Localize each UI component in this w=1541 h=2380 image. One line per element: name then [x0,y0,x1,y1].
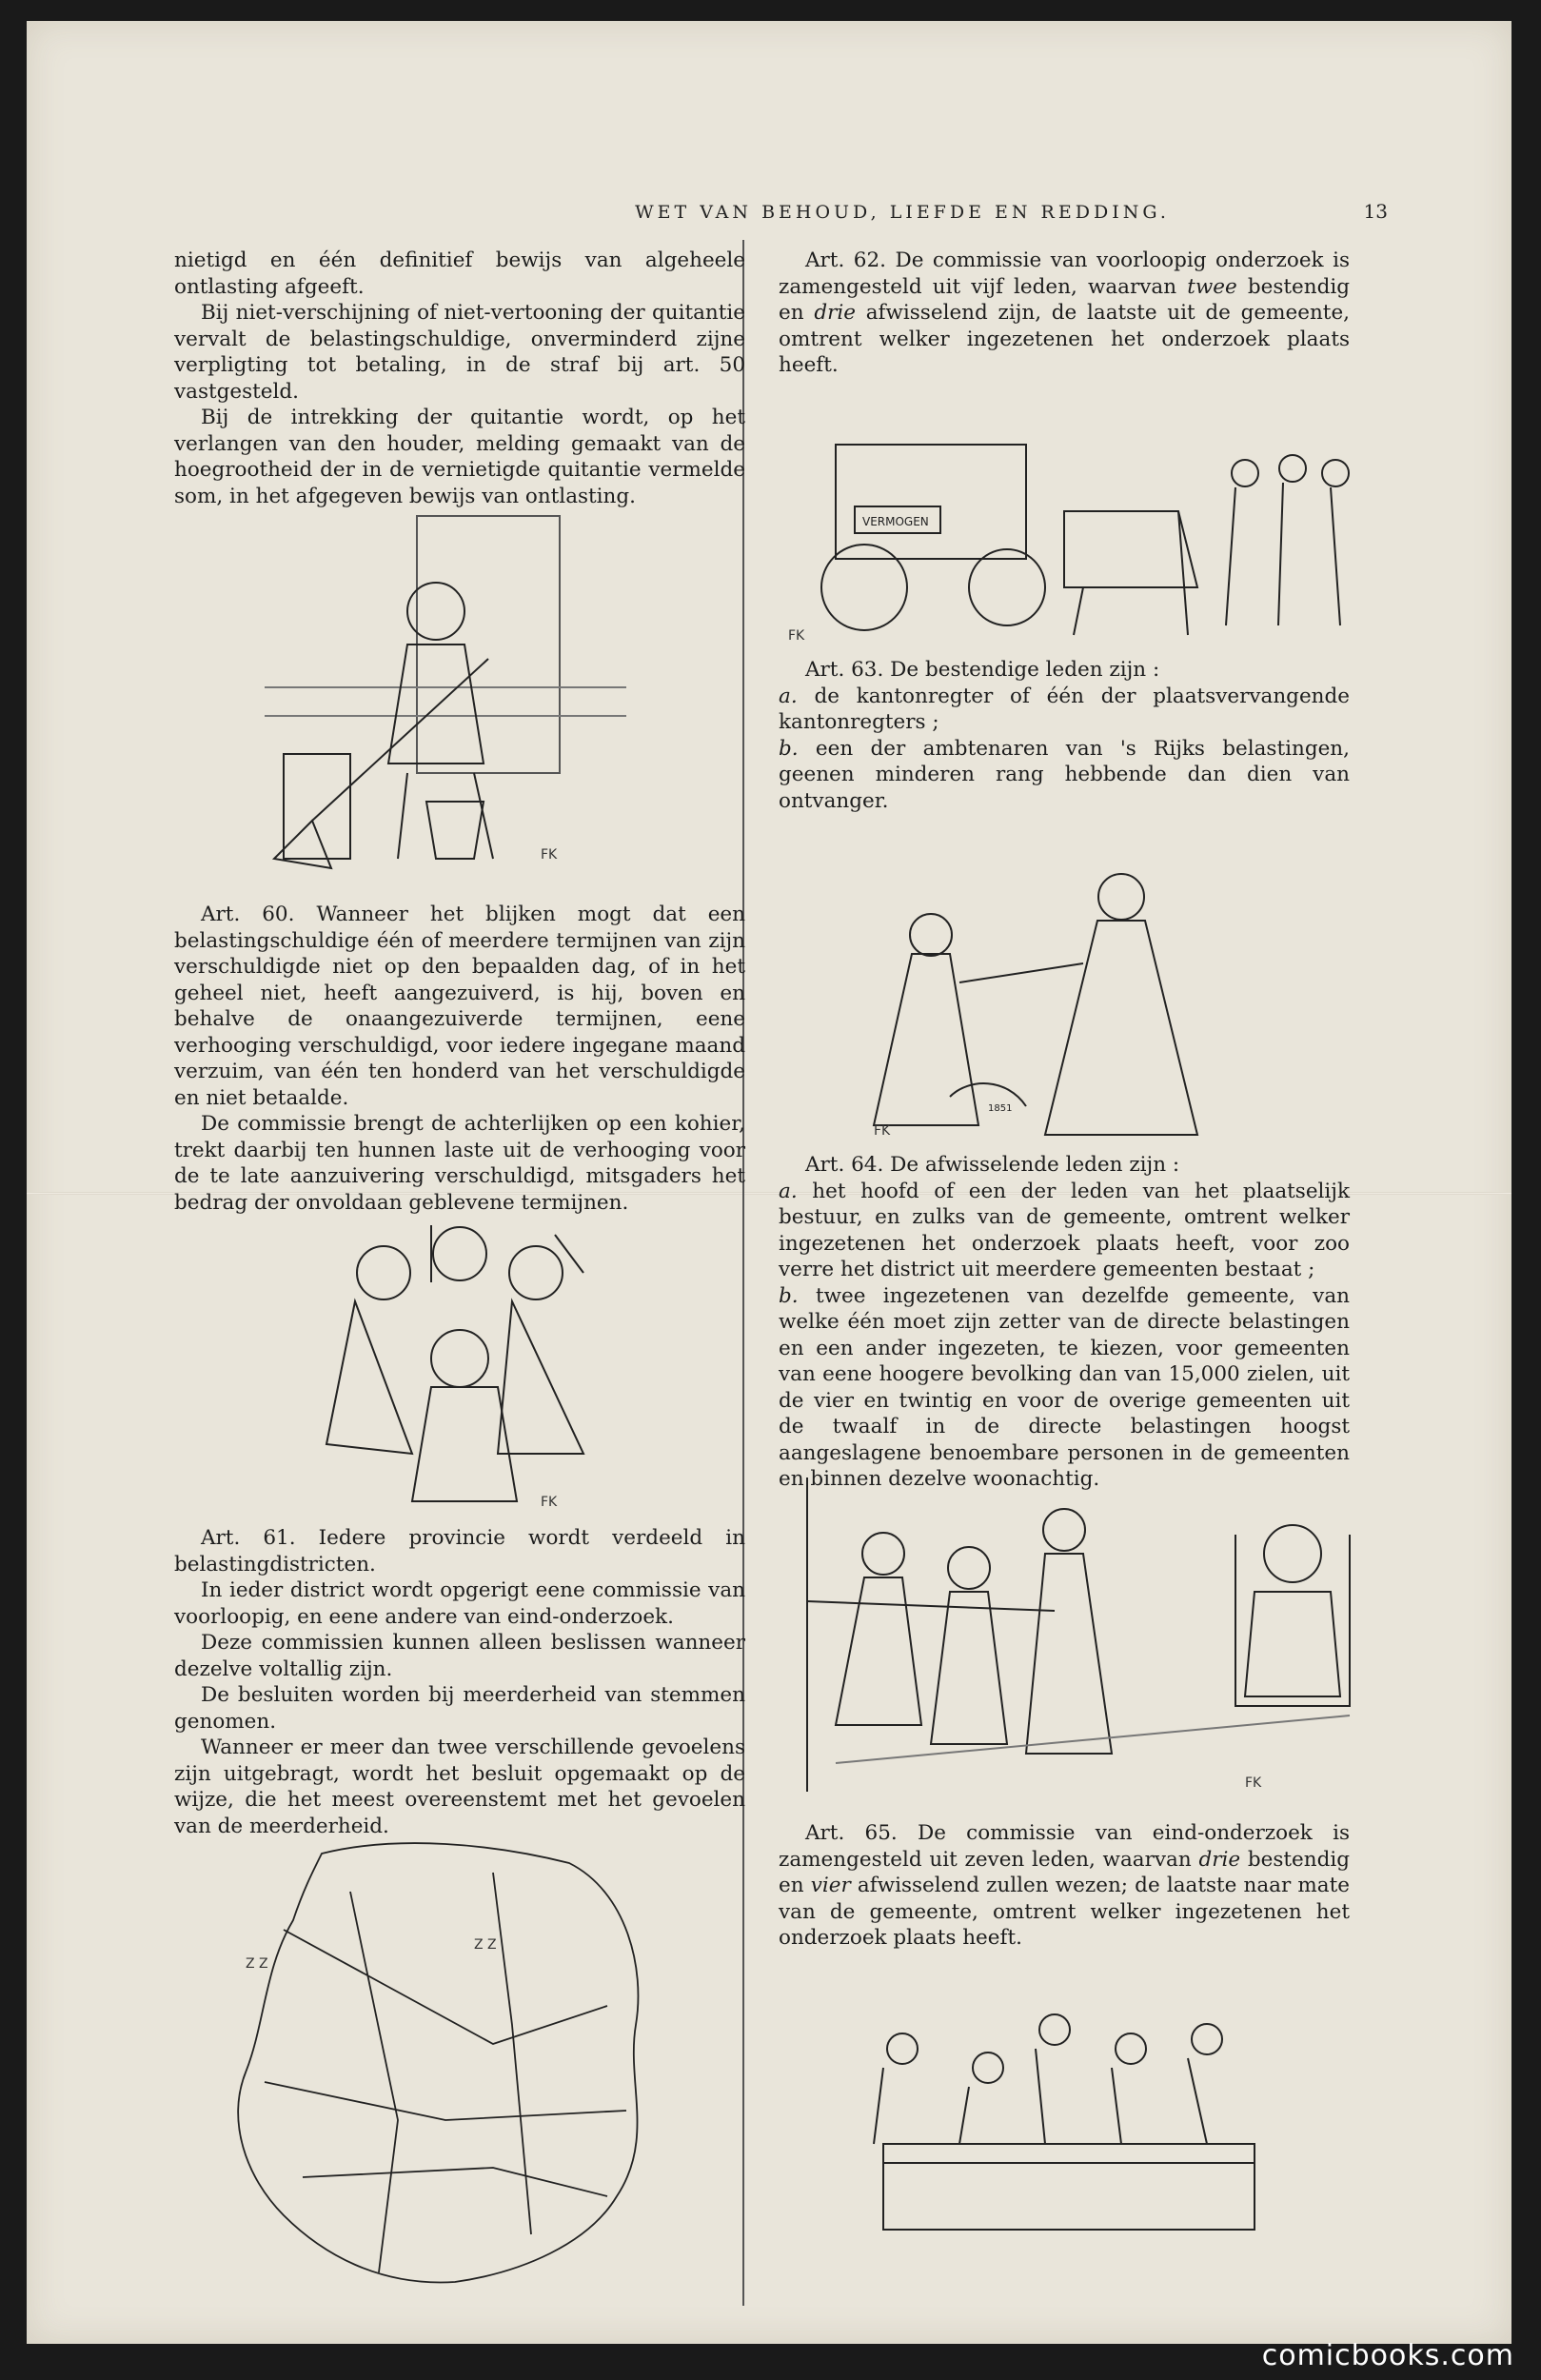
illustration-sweeper [255,497,636,878]
list-text: het hoofd of een der leden van het plaatselijk bestuur, en zulks van de gemeente, omtrent welker ingezetenen het onderzoek plaats heeft, voor zoo verre het district uit meerdere gemeenten bestaat ; [779,1179,1351,1281]
article-label: Art. 64. [805,1153,884,1177]
article-label: Art. 65. [805,1821,898,1845]
paragraph: Deze commissien kunnen alleen beslissen wanneer dezelve voltallig zijn. [174,1631,745,1681]
article-label: Art. 60. [201,902,295,926]
emphasis: vier [810,1874,851,1897]
article-text: De bestendige leden zijn : [890,658,1160,682]
article-label: Art. 62. [805,248,886,272]
article-text: bestendig en [779,274,1350,325]
illustration-map [207,1835,683,2291]
list-marker: a. [779,1179,798,1203]
list-text: een der ambtenaren van 's Rijks belastingen, geenen minderen rang hebbende dan dien van ontvanger. [779,736,1350,813]
artist-mark: FK [1245,1775,1262,1791]
page-number: 13 [1363,200,1388,223]
article-label: Art. 61. [201,1526,296,1550]
artist-mark: FK [874,1123,891,1139]
article-text: Wanneer het blijken mogt dat een belastingschuldige één of meerdere termijnen van zijn verschuldigde niet op den bepaalden dag, of in het geheel niet, heeft aangezuiverd, is hij, boven en behalve de onaangezuiverde termijnen, eene verhooging verschuldigd, voor iedere ingegane maand verzuim, van één ten honderd van het verschuldigde en niet betaalde. [174,902,745,1110]
left-column-top [174,248,745,509]
list-text: twee ingezetenen van dezelfde gemeente, van welke één moet zijn zetter van de directe belastingen en een ander ingezeten, te kiezen, voor gemeenten van eene hoogere bevolking dan van 15,000 zielen, uit de vier en twintig en voor de overige gemeenten uit de twaalf in de directe belastingen hoogst aangeslagene benoembare personen in de gemeenten en binnen dezelve woonachtig. [779,1283,1350,1491]
illustration-hauling [779,1478,1369,1801]
paragraph: De besluiten worden bij meerderheid van stemmen genomen. [174,1683,745,1734]
running-title: WET VAN BEHOUD, LIEFDE EN REDDING. [635,202,1170,223]
bag-label: 1851 [988,1103,1013,1114]
emphasis: twee [1187,274,1237,299]
article-65 [779,1820,1350,1952]
article-text: Iedere provincie wordt verdeeld in belastingdistricten. [174,1526,745,1577]
article-64 [779,1152,1350,1493]
artist-mark: FK [541,847,558,863]
illustration-justice [855,859,1255,1144]
newspaper-page [27,21,1511,2344]
article-61 [174,1525,745,1839]
paragraph: Bij niet-verschijning of niet-vertooning der quitantie vervalt de belastingschuldige, onverminderd zijne verpligting tot betaling, in de straf bij art. 50 vastgesteld. [174,301,745,404]
paragraph: In ieder district wordt opgerigt eene commissie van voorloopig, en eene andere van eind-onderzoek. [174,1578,745,1629]
map-mark: Z Z [474,1937,497,1953]
paragraph: De commissie brengt de achterlijken op een kohier, trekt daarbij ten hunnen laste uit de verhooging voor de te late aanzuivering verschuldigd, mitsgaders het bedrag der onvoldaan geblevene termijnen. [174,1112,745,1215]
article-text: afwisselend zullen wezen; de laatste naar mate van de gemeente, omtrent welker ingezetenen het onderzoek plaats heeft. [779,1874,1350,1950]
paragraph: Wanneer er meer dan twee verschillende gevoelens zijn uitgebragt, wordt het besluit opgemaakt op de wijze, die het meest overeenstemt met het gevoelen van de meerderheid. [174,1735,745,1838]
illustration-brawl [298,1197,622,1520]
list-text: de kantonregter of één der plaatsvervangende kantonregters ; [779,684,1350,734]
emphasis: drie [1198,1847,1241,1872]
list-marker: b. [779,736,799,761]
article-62 [779,248,1350,379]
illustration-committee [845,2011,1283,2239]
artist-mark: FK [541,1495,558,1510]
carriage-sign: VERMOGEN [862,515,929,528]
paragraph: nietigd en één definitief bewijs van algeheele ontlasting afgeeft. [174,248,745,299]
column-divider [742,240,744,2306]
paragraph: Bij de intrekking der quitantie wordt, op het verlangen van den houder, melding gemaakt van de hoegrootheid der in de vernietigde quitantie vermelde som, in het afgegeven bewijs van ontlasting. [174,406,745,508]
article-text: De afwisselende leden zijn : [890,1153,1180,1177]
article-text: bestendig en [779,1847,1350,1897]
article-63 [779,657,1350,814]
illustration-carriage [779,416,1369,645]
artist-mark: FK [788,628,805,644]
emphasis: drie [814,301,856,325]
article-text: afwisselend zijn, de laatste uit de gemeente, omtrent welker ingezetenen het onderzoek plaats heeft. [779,301,1350,377]
list-marker: a. [779,684,798,708]
article-text: De commissie van eind-onderzoek is zamengesteld uit zeven leden, waarvan [779,1821,1350,1872]
map-mark: Z Z [246,1956,268,1972]
article-60 [174,902,745,1216]
list-marker: b. [779,1283,799,1308]
article-text: De commissie van voorloopig onderzoek is zamengesteld uit vijf leden, waarvan [779,248,1350,299]
site-watermark: comicbooks.com [1261,2339,1514,2372]
article-label: Art. 63. [805,658,884,682]
